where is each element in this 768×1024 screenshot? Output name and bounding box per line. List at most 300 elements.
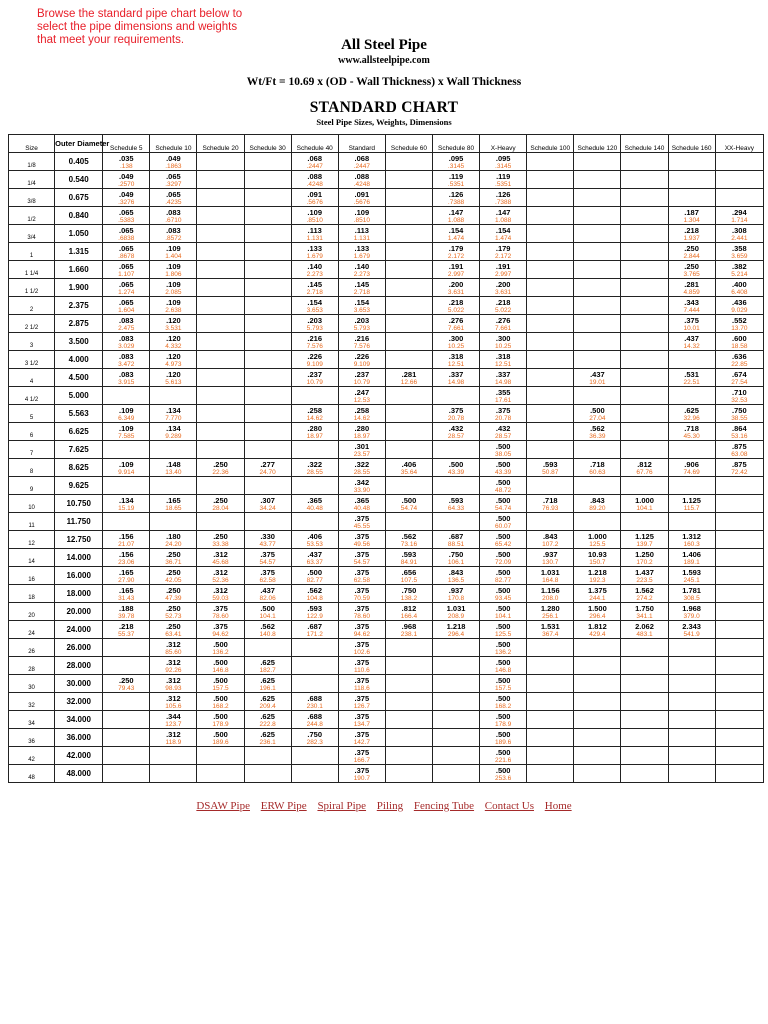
weight-per-foot: 296.4 <box>447 631 465 638</box>
schedule-cell <box>527 369 574 387</box>
schedule-cell <box>103 729 150 747</box>
wall-thickness: .500 <box>495 442 511 451</box>
website-url: www.allsteelpipe.com <box>338 55 430 66</box>
schedule-cell <box>197 153 244 171</box>
weight-per-foot: .8510 <box>353 217 370 224</box>
wall-thickness: .400 <box>732 280 747 289</box>
weight-per-foot: 35.64 <box>400 469 418 476</box>
weight-per-foot: 2.273 <box>306 271 323 278</box>
outer-diameter-cell: 1.050 <box>55 225 103 243</box>
weight-per-foot: 164.8 <box>542 577 559 584</box>
weight-per-foot: 221.6 <box>495 757 512 764</box>
wall-thickness: .500 <box>213 676 228 685</box>
table-row <box>9 657 764 675</box>
schedule-cell <box>480 711 527 729</box>
schedule-cell <box>103 351 150 369</box>
schedule-cell <box>574 675 621 693</box>
schedule-cell <box>715 225 763 243</box>
schedule-cell <box>338 477 385 495</box>
nav-link-contact-us[interactable]: Contact Us <box>484 800 534 812</box>
schedule-cell <box>480 747 527 765</box>
table-row <box>9 423 764 441</box>
weight-per-foot: 3.029 <box>118 343 135 350</box>
schedule-cell <box>527 675 574 693</box>
wall-thickness: .250 <box>166 586 181 595</box>
weight-per-foot: 7.661 <box>447 325 465 332</box>
weight-per-foot: 1.131 <box>306 235 323 242</box>
header-x-heavy: X-Heavy <box>480 135 527 153</box>
nav-link-piling[interactable]: Piling <box>376 800 404 812</box>
outer-diameter-cell: 3.500 <box>55 333 103 351</box>
weight-per-foot: 5.022 <box>495 307 512 314</box>
schedule-cell <box>574 369 621 387</box>
schedule-cell <box>433 261 480 279</box>
schedule-cell <box>574 585 621 603</box>
weight-per-foot: 146.8 <box>495 667 512 674</box>
table-header-row <box>9 135 764 153</box>
company-name: All Steel Pipe <box>341 37 427 53</box>
schedule-cell <box>621 729 668 747</box>
wall-thickness: .375 <box>354 622 370 631</box>
schedule-cell <box>103 459 150 477</box>
wall-thickness: .500 <box>495 586 511 595</box>
wall-thickness: .500 <box>495 730 511 739</box>
schedule-cell <box>291 459 338 477</box>
schedule-cell <box>480 459 527 477</box>
schedule-cell <box>385 387 432 405</box>
weight-per-foot: .2570 <box>118 181 135 188</box>
wall-thickness: .276 <box>448 316 464 325</box>
schedule-cell <box>244 459 291 477</box>
wall-thickness: .375 <box>354 604 370 613</box>
weight-per-foot: 33.90 <box>353 487 370 494</box>
wall-thickness: 1.531 <box>540 622 560 631</box>
weight-per-foot: 24.70 <box>259 469 276 476</box>
weight-per-foot: 94.62 <box>212 631 229 638</box>
schedule-cell <box>527 387 574 405</box>
wall-thickness: .687 <box>448 532 464 541</box>
outer-diameter-cell: 14.000 <box>55 549 103 567</box>
schedule-cell <box>668 675 715 693</box>
schedule-cell <box>433 441 480 459</box>
schedule-cell <box>197 459 244 477</box>
schedule-cell <box>244 657 291 675</box>
wall-thickness: .375 <box>354 658 370 667</box>
schedule-cell <box>480 297 527 315</box>
weight-per-foot: 1.304 <box>683 217 700 224</box>
schedule-cell <box>621 225 668 243</box>
schedule-cell <box>291 657 338 675</box>
weight-per-foot: 170.2 <box>636 559 653 566</box>
wall-thickness: .750 <box>401 586 417 595</box>
weight-per-foot: 1.107 <box>118 271 135 278</box>
wall-thickness: .113 <box>307 226 322 235</box>
weight-per-foot: 14.98 <box>447 379 465 386</box>
nav-link-fencing-tube[interactable]: Fencing Tube <box>413 800 475 812</box>
wall-thickness: .277 <box>260 460 275 469</box>
schedule-cell <box>433 423 480 441</box>
weight-per-foot: 39.78 <box>118 613 135 620</box>
outer-diameter-cell: 24.000 <box>55 621 103 639</box>
weight-per-foot: 136.5 <box>447 577 465 584</box>
wall-thickness: .322 <box>354 460 370 469</box>
schedule-cell <box>385 675 432 693</box>
weight-per-foot: 65.42 <box>495 541 512 548</box>
wall-thickness: .593 <box>542 460 558 469</box>
wall-thickness: .065 <box>118 226 134 235</box>
wall-thickness: .812 <box>401 604 417 613</box>
schedule-cell <box>338 243 385 261</box>
schedule-cell <box>103 369 150 387</box>
schedule-cell <box>291 279 338 297</box>
weight-per-foot: 3.531 <box>165 325 182 332</box>
wall-thickness: .218 <box>118 622 134 631</box>
weight-per-foot: 130.7 <box>542 559 559 566</box>
wall-thickness: .432 <box>448 424 464 433</box>
schedule-cell <box>197 279 244 297</box>
schedule-cell <box>621 369 668 387</box>
wall-thickness: .750 <box>448 550 464 559</box>
schedule-cell <box>103 585 150 603</box>
wall-thickness: .258 <box>307 406 323 415</box>
schedule-cell <box>715 639 763 657</box>
wall-thickness: .133 <box>354 244 370 253</box>
schedule-cell <box>244 603 291 621</box>
weight-per-foot: 1.088 <box>447 217 465 224</box>
schedule-cell <box>244 711 291 729</box>
weight-per-foot: 157.5 <box>212 685 229 692</box>
schedule-cell <box>715 549 763 567</box>
wall-thickness: .083 <box>118 334 134 343</box>
schedule-cell <box>338 171 385 189</box>
weight-per-foot: 7.770 <box>165 415 182 422</box>
schedule-cell <box>385 207 432 225</box>
schedule-cell <box>150 693 197 711</box>
wall-thickness: .203 <box>354 316 370 325</box>
wall-thickness: .500 <box>495 694 511 703</box>
wall-thickness: .625 <box>684 406 699 415</box>
weight-per-foot: 189.6 <box>495 739 512 746</box>
wall-thickness: .250 <box>166 550 181 559</box>
schedule-cell <box>197 711 244 729</box>
schedule-cell <box>668 153 715 171</box>
table-row <box>9 441 764 459</box>
schedule-cell <box>433 387 480 405</box>
schedule-cell <box>291 693 338 711</box>
wall-thickness: .531 <box>684 370 699 379</box>
wall-thickness: 2.062 <box>635 622 654 631</box>
schedule-cell <box>197 729 244 747</box>
header-outer-diameter: Outer Diameter <box>55 135 103 153</box>
schedule-cell <box>715 585 763 603</box>
wall-thickness: .375 <box>354 676 370 685</box>
weight-per-foot: 45.68 <box>212 559 229 566</box>
wall-thickness: .500 <box>213 658 228 667</box>
wall-thickness: .375 <box>260 568 275 577</box>
wall-thickness: .718 <box>590 460 605 469</box>
wall-thickness: .154 <box>448 226 464 235</box>
schedule-cell <box>150 153 197 171</box>
schedule-cell <box>433 603 480 621</box>
schedule-cell <box>527 189 574 207</box>
wall-thickness: .281 <box>401 370 417 379</box>
wall-thickness: .276 <box>495 316 511 325</box>
wall-thickness: .437 <box>684 334 699 343</box>
schedule-cell <box>715 441 763 459</box>
wall-thickness: .375 <box>213 622 228 631</box>
wall-thickness: 1.750 <box>635 604 654 613</box>
schedule-cell <box>715 369 763 387</box>
wall-thickness: .375 <box>354 730 370 739</box>
weight-per-foot: 10.01 <box>683 325 700 332</box>
nominal-size-cell: 3 <box>9 333 55 351</box>
schedule-cell <box>668 171 715 189</box>
schedule-cell <box>480 243 527 261</box>
wall-thickness: .049 <box>118 172 134 181</box>
wall-thickness: 1.031 <box>446 604 466 613</box>
schedule-cell <box>480 765 527 783</box>
weight-per-foot: 341.1 <box>636 613 653 620</box>
weight-per-foot: 105.6 <box>165 703 182 710</box>
weight-per-foot: 78.60 <box>212 613 229 620</box>
schedule-cell <box>197 531 244 549</box>
wall-thickness: .337 <box>495 370 511 379</box>
wall-thickness: .500 <box>495 658 511 667</box>
wall-thickness: .687 <box>307 622 323 631</box>
schedule-cell <box>291 585 338 603</box>
schedule-cell <box>668 729 715 747</box>
schedule-cell <box>621 189 668 207</box>
weight-per-foot: 22.51 <box>683 379 700 386</box>
schedule-cell <box>574 693 621 711</box>
schedule-cell <box>338 315 385 333</box>
wall-thickness: .750 <box>307 730 323 739</box>
weight-per-foot: 178.9 <box>212 721 229 728</box>
schedule-cell <box>244 207 291 225</box>
wall-thickness: .109 <box>118 406 134 415</box>
wall-thickness: .365 <box>307 496 323 505</box>
schedule-cell <box>103 261 150 279</box>
schedule-cell <box>197 765 244 783</box>
header-schedule-140: Schedule 140 <box>621 135 668 153</box>
schedule-cell <box>103 387 150 405</box>
weight-per-foot: 182.7 <box>259 667 276 674</box>
nominal-size-cell: 11 <box>9 513 55 531</box>
nav-link-erw-pipe[interactable]: ERW Pipe <box>260 800 307 812</box>
wall-thickness: 1.156 <box>540 586 560 595</box>
schedule-cell <box>103 513 150 531</box>
weight-per-foot: 40.48 <box>353 505 370 512</box>
schedule-cell <box>103 189 150 207</box>
weight-per-foot: 52.36 <box>212 577 229 584</box>
table-row <box>9 495 764 513</box>
schedule-cell <box>150 225 197 243</box>
wall-thickness: 1.593 <box>682 568 701 577</box>
weight-per-foot: 178.9 <box>495 721 512 728</box>
outer-diameter-cell: 1.900 <box>55 279 103 297</box>
wall-thickness: .355 <box>495 388 511 397</box>
header-schedule-5: Schedule 5 <box>103 135 150 153</box>
schedule-cell <box>621 171 668 189</box>
schedule-cell <box>433 315 480 333</box>
schedule-cell <box>103 675 150 693</box>
weight-per-foot: 1.679 <box>306 253 323 260</box>
schedule-cell <box>150 423 197 441</box>
schedule-cell <box>103 243 150 261</box>
schedule-cell <box>385 729 432 747</box>
nominal-size-cell: 10 <box>9 495 55 513</box>
schedule-cell <box>433 153 480 171</box>
schedule-cell <box>715 765 763 783</box>
schedule-cell <box>338 225 385 243</box>
outer-diameter-cell: 2.375 <box>55 297 103 315</box>
weight-per-foot: 1.274 <box>118 289 135 296</box>
weight-per-foot: 13.40 <box>165 469 182 476</box>
schedule-cell <box>480 639 527 657</box>
schedule-cell <box>668 531 715 549</box>
weight-per-foot: 189.1 <box>683 559 700 566</box>
header-schedule-80: Schedule 80 <box>433 135 480 153</box>
nav-link-spiral-pipe[interactable]: Spiral Pipe <box>317 800 367 812</box>
wall-thickness: .500 <box>213 712 228 721</box>
table-row <box>9 351 764 369</box>
schedule-cell <box>621 657 668 675</box>
schedule-cell <box>244 747 291 765</box>
schedule-cell <box>668 261 715 279</box>
weight-per-foot: 12.53 <box>353 397 370 404</box>
weight-per-foot: 32.53 <box>731 397 748 404</box>
schedule-cell <box>715 675 763 693</box>
weight-per-foot: 28.55 <box>306 469 323 476</box>
schedule-cell <box>244 279 291 297</box>
schedule-cell <box>527 513 574 531</box>
weight-per-foot: 43.39 <box>495 469 512 476</box>
schedule-cell <box>197 351 244 369</box>
wall-thickness: .068 <box>354 154 370 163</box>
wall-thickness: .109 <box>307 208 323 217</box>
wall-thickness: .382 <box>732 262 747 271</box>
schedule-cell <box>480 333 527 351</box>
schedule-cell <box>715 297 763 315</box>
schedule-cell <box>338 639 385 657</box>
outer-diameter-cell: 4.000 <box>55 351 103 369</box>
schedule-cell <box>621 675 668 693</box>
schedule-cell <box>197 387 244 405</box>
wall-thickness: .318 <box>495 352 511 361</box>
nav-link-dsaw-pipe[interactable]: DSAW Pipe <box>196 800 250 812</box>
wall-thickness: .562 <box>401 532 417 541</box>
outer-diameter-cell: 2.875 <box>55 315 103 333</box>
weight-per-foot: 1.474 <box>447 235 465 242</box>
wall-thickness: .375 <box>354 550 370 559</box>
wall-thickness: .375 <box>354 766 370 775</box>
wall-thickness: .593 <box>307 604 323 613</box>
wall-thickness: .322 <box>307 460 323 469</box>
schedule-cell <box>197 585 244 603</box>
outer-diameter-cell: 48.000 <box>55 765 103 783</box>
schedule-cell <box>715 207 763 225</box>
schedule-cell <box>338 423 385 441</box>
weight-per-foot: 60.63 <box>589 469 606 476</box>
schedule-cell <box>574 459 621 477</box>
wall-thickness: .875 <box>732 460 747 469</box>
weight-per-foot: 244.1 <box>589 595 606 602</box>
weight-per-foot: 123.7 <box>165 721 182 728</box>
schedule-cell <box>527 423 574 441</box>
schedule-cell <box>103 297 150 315</box>
weight-per-foot: 5.022 <box>447 307 465 314</box>
schedule-cell <box>197 243 244 261</box>
weight-per-foot: .2447 <box>306 163 323 170</box>
weight-per-foot: 189.6 <box>212 739 229 746</box>
schedule-cell <box>480 189 527 207</box>
nominal-size-cell: 3/8 <box>9 189 55 207</box>
schedule-cell <box>338 549 385 567</box>
wall-thickness: .049 <box>166 154 181 163</box>
schedule-cell <box>574 765 621 783</box>
schedule-cell <box>433 747 480 765</box>
nav-link-home[interactable]: Home <box>544 800 572 812</box>
wall-thickness: .165 <box>118 568 134 577</box>
wall-thickness: .562 <box>307 586 323 595</box>
weight-per-foot: 92.26 <box>165 667 182 674</box>
schedule-cell <box>433 729 480 747</box>
weight-per-foot: 12.51 <box>495 361 512 368</box>
nominal-size-cell: 3/4 <box>9 225 55 243</box>
weight-per-foot: .7388 <box>447 199 465 206</box>
schedule-cell <box>668 711 715 729</box>
outer-diameter-cell: 9.625 <box>55 477 103 495</box>
wall-thickness: .065 <box>166 172 181 181</box>
weight-per-foot: 28.04 <box>212 505 229 512</box>
schedule-cell <box>338 747 385 765</box>
weight-per-foot: 2.475 <box>118 325 135 332</box>
weight-per-foot: 5.613 <box>165 379 182 386</box>
weight-per-foot: 171.2 <box>306 631 323 638</box>
wall-thickness: .134 <box>166 406 181 415</box>
wall-thickness: .500 <box>213 730 228 739</box>
weight-per-foot: .4235 <box>165 199 182 206</box>
schedule-cell <box>527 531 574 549</box>
schedule-cell <box>338 459 385 477</box>
schedule-cell <box>621 585 668 603</box>
schedule-cell <box>715 495 763 513</box>
nominal-size-cell: 1/4 <box>9 171 55 189</box>
wall-thickness: .250 <box>213 496 228 505</box>
weight-per-foot: 12.66 <box>400 379 418 386</box>
weight-per-foot: 89.20 <box>589 505 606 512</box>
schedule-cell <box>527 279 574 297</box>
weight-per-foot: .5383 <box>118 217 135 224</box>
wall-thickness: .083 <box>118 316 134 325</box>
table-row <box>9 243 764 261</box>
schedule-cell <box>150 513 197 531</box>
wall-thickness: 1.562 <box>635 586 654 595</box>
weight-per-foot: 62.58 <box>259 577 276 584</box>
wall-thickness: .843 <box>590 496 605 505</box>
wall-thickness: .300 <box>495 334 511 343</box>
schedule-cell <box>621 261 668 279</box>
header-schedule-100: Schedule 100 <box>527 135 574 153</box>
weight-per-foot: 1.714 <box>731 217 748 224</box>
schedule-cell <box>480 153 527 171</box>
wall-thickness: .119 <box>448 172 464 181</box>
wall-thickness: .593 <box>401 550 417 559</box>
schedule-cell <box>385 423 432 441</box>
schedule-cell <box>385 621 432 639</box>
wall-thickness: 1.031 <box>540 568 560 577</box>
schedule-cell <box>668 405 715 423</box>
